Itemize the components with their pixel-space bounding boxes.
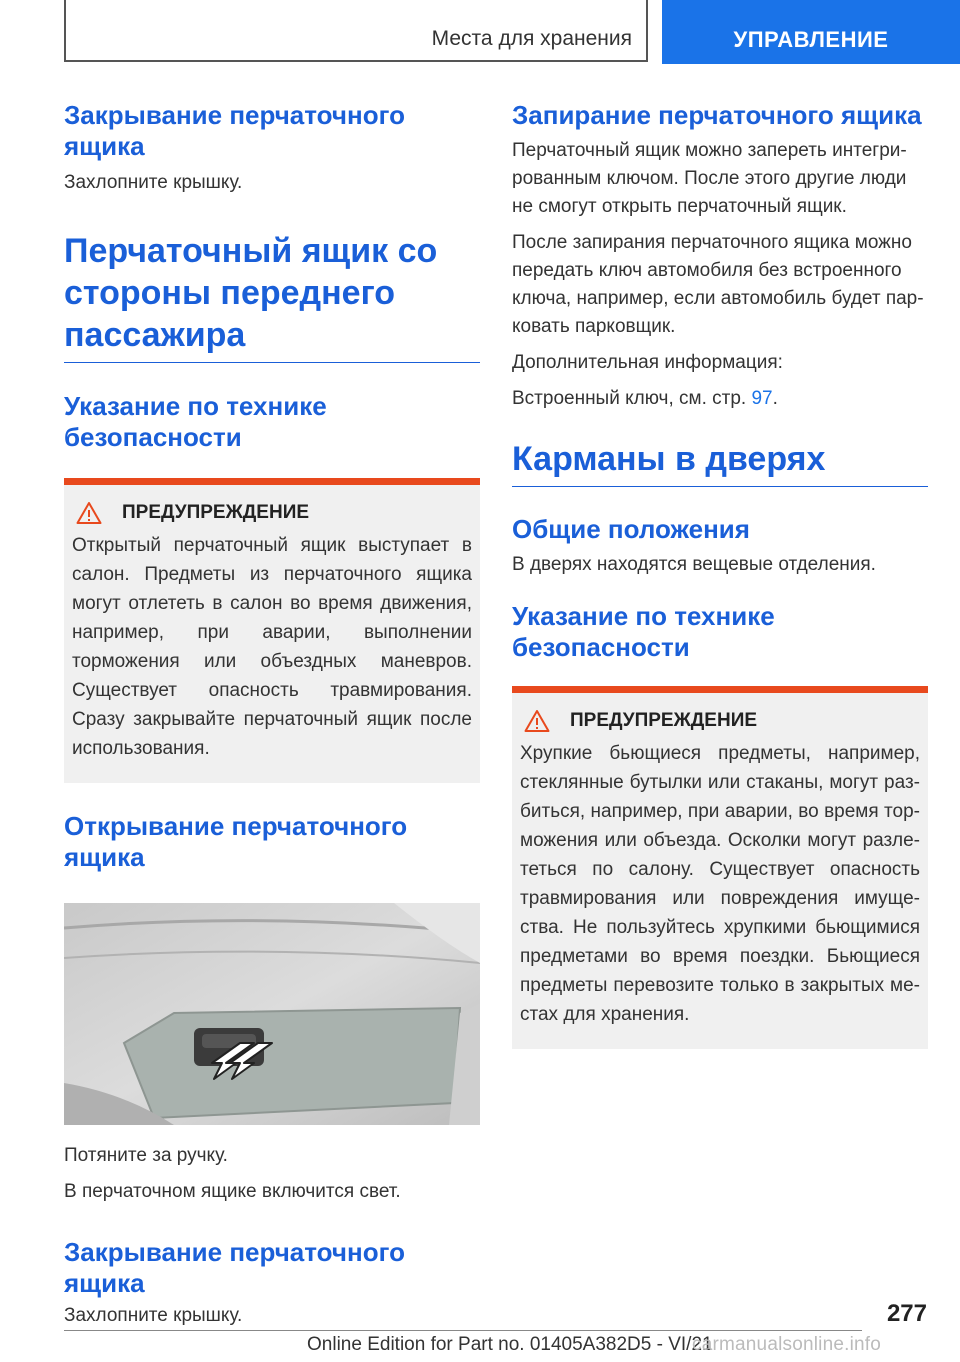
header-section-box [64,0,648,62]
lock-text-2: После запирания перчаточного ящика можно передать ключ автомобиля без встроенного ключа, например, если автомобиль будет парковать парковщик. [512,232,924,337]
general-heading: Общие положения [512,514,750,544]
footer-edition-text: Online Edition for Part no. 01405A382D5 - VI/21 [307,1334,713,1355]
key-reference-page-link[interactable]: 97 [751,388,773,409]
key-reference-text: Встроенный ключ, см. стр. [512,388,752,409]
warning-header-right [520,709,920,733]
header-chapter-title: УПРАВЛЕНИЕ [733,27,889,52]
close-glovebox-text-bottom: Захлопните крышку. [64,1305,243,1326]
more-info-text: Дополнительная информация: [512,352,783,373]
general-text: В дверях находятся вещевые отделения. [512,554,876,575]
key-reference-end: . [772,388,778,409]
main-heading: Перчаточный ящик со стороны переднего пассажира [64,230,480,363]
warning-label-left: ПРЕДУПРЕЖДЕНИЕ [122,502,310,523]
footer-divider [64,1330,862,1331]
open-glovebox-heading: Открывание перчаточного ящика [64,811,408,872]
warning-box-right [512,686,928,1049]
close-glovebox-text-top: Захлопните крышку. [64,172,243,193]
warning-triangle-icon [524,709,550,733]
close-glovebox-heading-bottom: Закрывание перчаточного ящика [64,1237,405,1298]
glovebox-illustration [64,903,480,1125]
warning-header-left [72,501,472,525]
warning-text-left: Открытый перчаточный ящик выступает в салон. Предметы из перчаточного ящика могут отлететь в салон во время движения, например, при аварии, выполнении торможения или объездных маневров. Существует опасность травмирования. Сразу закрывайте перчаточный ящик после использования. [72,535,472,759]
safety-heading-right: Указание по технике безопасности [512,601,775,662]
footer-watermark: carmanualsonline.info [692,1334,882,1355]
header-chapter-tab[interactable] [662,0,960,64]
pull-handle-text: Потяните за ручку. [64,1145,228,1166]
lock-text-1: Перчаточный ящик можно запереть интегрированным ключом. После этого другие люди не смогут открыть перчаточный ящик. [512,140,907,217]
warning-box-left [64,478,480,783]
glovebox-photo [64,903,480,1130]
key-reference [512,385,928,413]
light-on-text: В перчаточном ящике включится свет. [64,1181,401,1202]
door-pockets-heading: Карманы в дверях [512,438,928,487]
right-column [512,100,928,1049]
left-column [64,100,480,1330]
header-section-title: Места для хранения [431,27,632,50]
warning-text-right: Хрупкие бьющиеся предметы, например, стеклянные бутылки или стаканы, могут разбиться, например, при аварии, во время торможения или объезда. Осколки могут разлететься по салону. Существует опасность травмирования или повреждения имущества. Не пользуйтесь хрупкими бьющимися предметами во время поездки. Бьющиеся предметы перевозите только в закрытых местах для хранения. [520,743,920,1025]
safety-heading-left: Указание по технике безопасности [64,391,327,452]
warning-triangle-icon [76,501,102,525]
page-number: 277 [886,1300,927,1327]
warning-label-right: ПРЕДУПРЕЖДЕНИЕ [570,710,758,731]
lock-glovebox-heading: Запирание перчаточного ящика [512,100,922,130]
close-glovebox-heading-top: Закрывание перчаточного ящика [64,100,405,161]
